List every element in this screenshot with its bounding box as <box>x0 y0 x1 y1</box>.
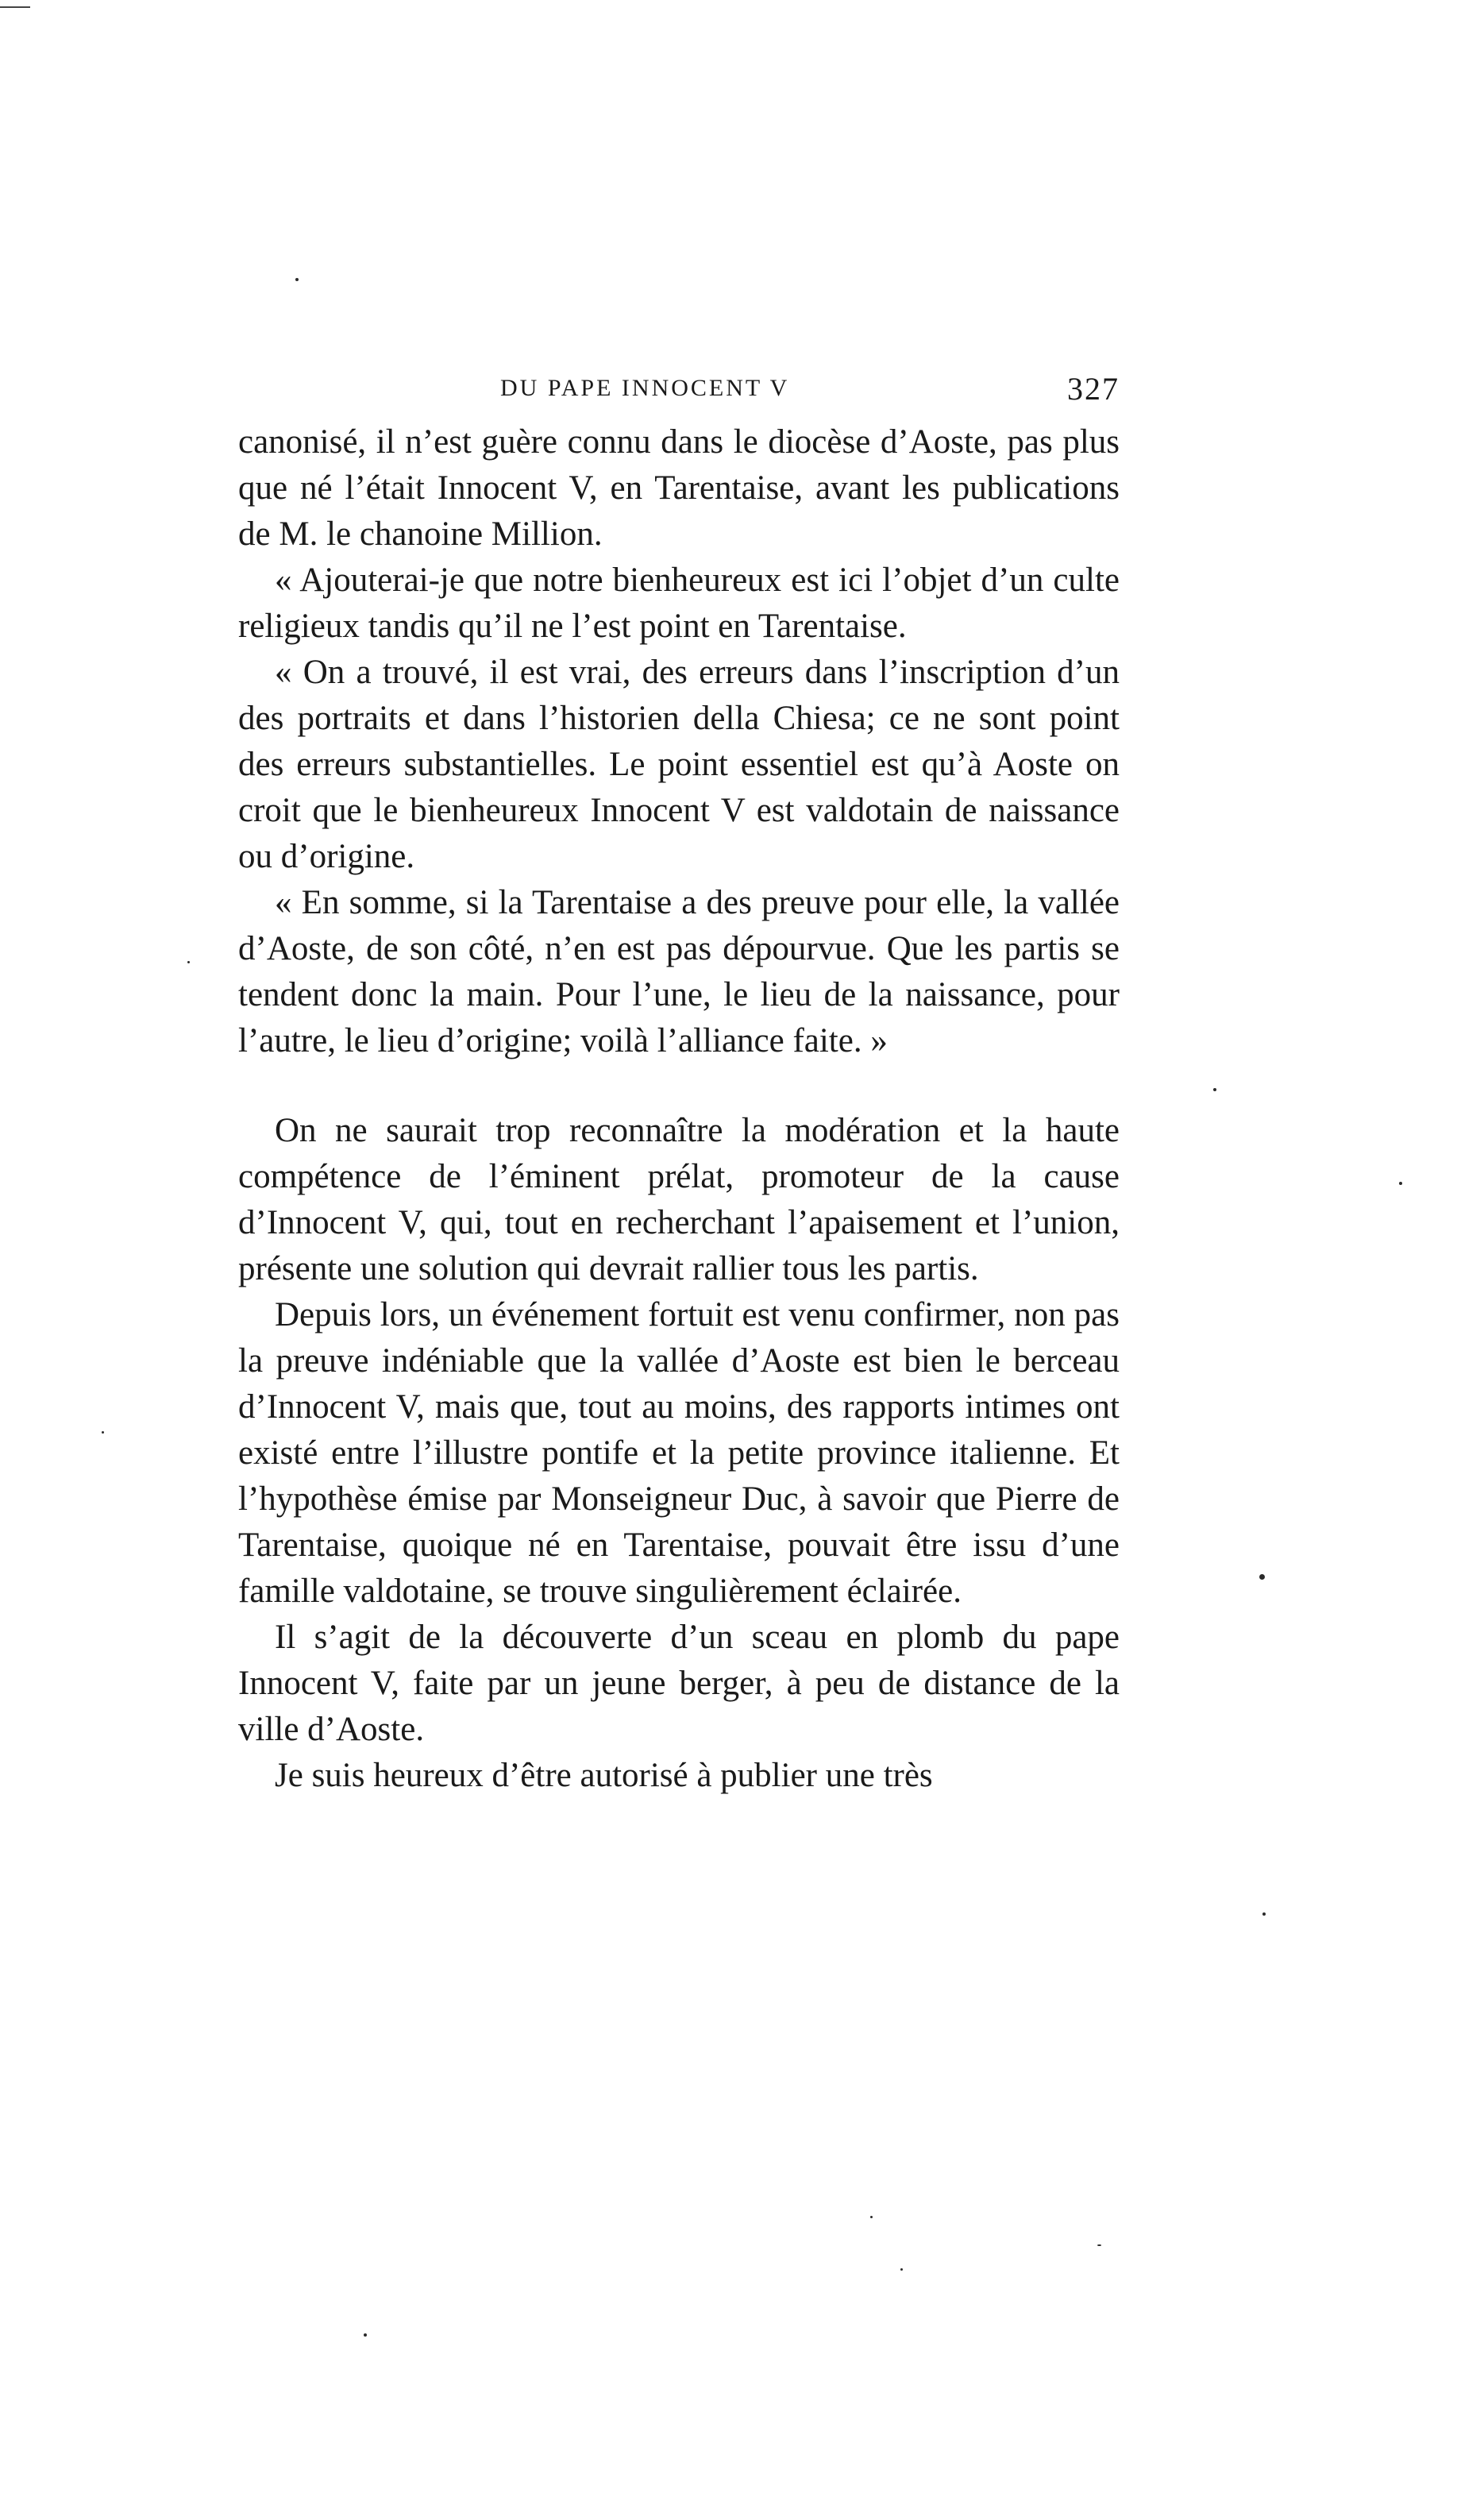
paragraph: « Ajouterai-je que notre bienheureux est ici l’objet d’un culte religieux tandis qu’il ne l’est point en Tarentaise. <box>238 562 1120 645</box>
paragraph: Il s’agit de la découverte d’un sceau en plomb du pape Innocent V, faite par un jeune berger, à peu de distance de la ville d’Aoste. <box>238 1619 1120 1748</box>
paragraph: Depuis lors, un événement fortuit est venu confirmer, non pas la preuve indéniable que la vallée d’Aoste est bien le berceau d’Innocent V, mais que, tout au moins, des rapports intimes ont existé entre l’illustre pontife et la petite province italienne. Et l’hypothèse émise par Monseigneur Duc, à savoir que Pierre de Tarentaise, quoique né en Tarentaise, pouvait être issu d’une famille valdotaine, se trouve singulièrement éclairée. <box>238 1296 1120 1610</box>
paragraph: canonisé, il n’est guère connu dans le diocèse d’Aoste, pas plus que né l’était Innocent V, en Tarentaise, avant les publications de M. le chanoine Million. <box>238 423 1120 553</box>
page-header <box>238 370 1120 410</box>
scan-edge-mark <box>0 6 30 8</box>
scan-speck <box>1097 2244 1101 2246</box>
paragraph: Je suis heureux d’être autorisé à publier une très <box>275 1757 933 1794</box>
scan-speck <box>102 1431 104 1434</box>
paragraph: On ne saurait trop reconnaître la modération et la haute compétence de l’éminent prélat, promoteur de la cause d’Innocent V, qui, tout en recherchant l’apaisement et l’union, présente une solution qui devrait rallier tous les partis. <box>238 1112 1120 1287</box>
scan-speck <box>1399 1182 1402 1185</box>
page-number: 327 <box>1067 371 1120 407</box>
scan-speck <box>1213 1088 1216 1091</box>
scan-speck <box>1262 1912 1266 1916</box>
paragraph: « On a trouvé, il est vrai, des erreurs dans l’inscription d’un des portraits et dans l’historien della Chiesa; ce ne sont point des erreurs substantielles. Le point essentiel est qu’à Aoste on croit que le bienheureux Innocent V est valdotain de naissance ou d’origine. <box>238 654 1120 875</box>
scan-speck <box>295 278 299 281</box>
scan-speck <box>870 2216 873 2218</box>
scan-speck <box>1259 1574 1265 1580</box>
paragraph: « En somme, si la Tarentaise a des preuve pour elle, la vallée d’Aoste, de son côté, n’en est pas dépourvue. Que les partis se tendent donc la main. Pour l’une, le lieu de la naissance, pour l’autre, le lieu d’origine; voilà l’alliance faite. » <box>238 884 1120 1059</box>
scan-speck <box>900 2268 903 2271</box>
scan-speck <box>364 2333 367 2337</box>
running-title: DU PAPE INNOCENT V <box>500 375 790 401</box>
scan-speck <box>187 961 190 963</box>
body-text <box>238 419 1120 1799</box>
